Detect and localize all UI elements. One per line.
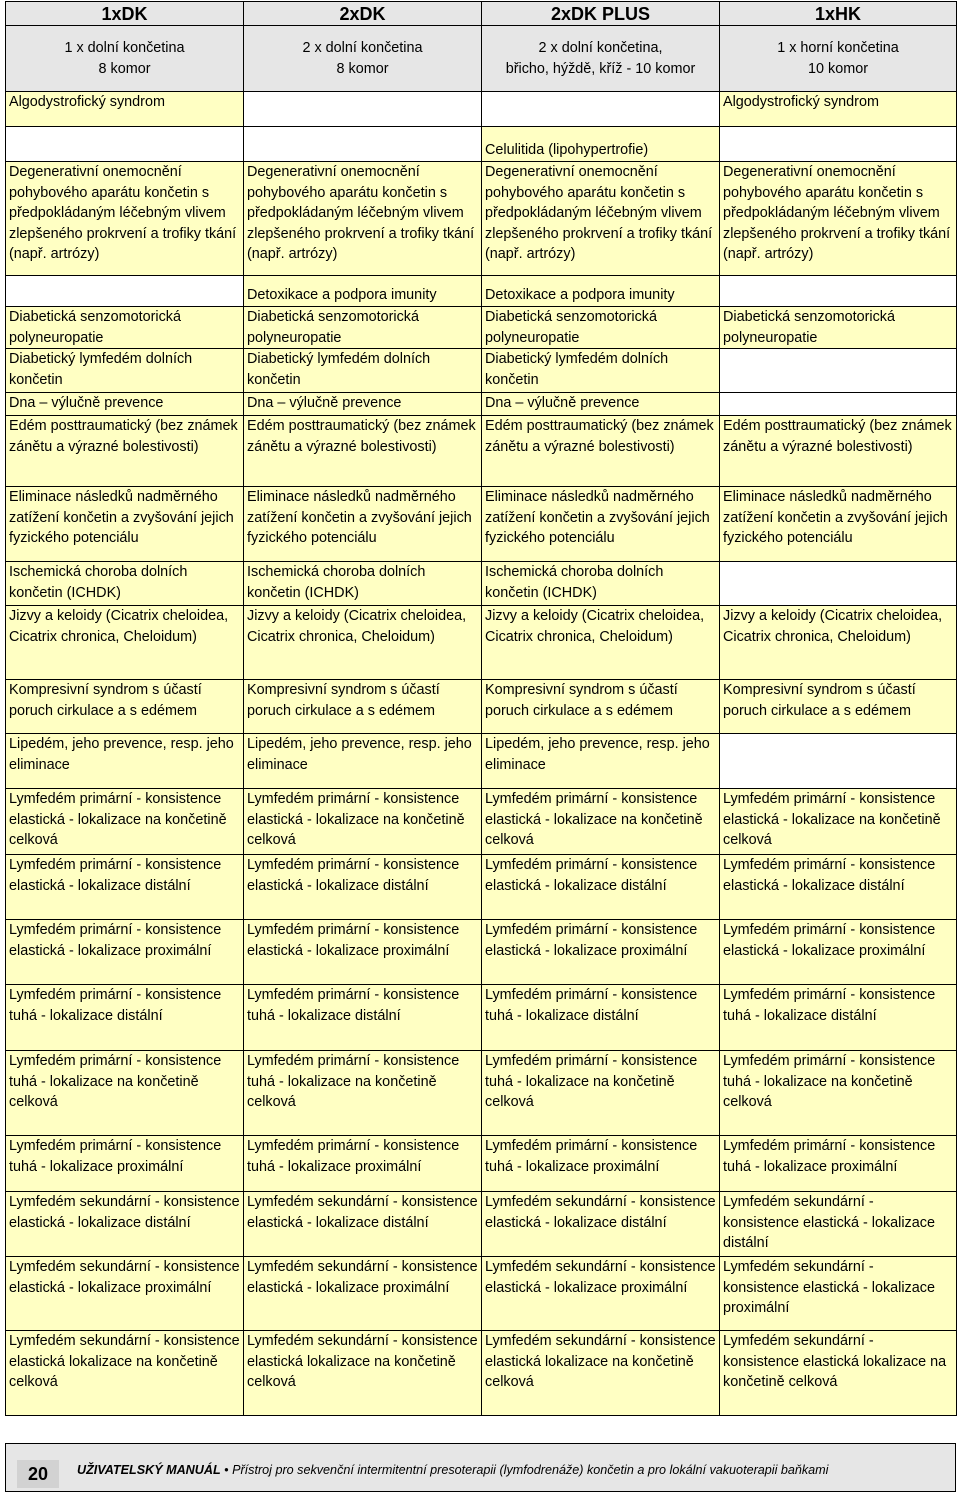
table-cell: Lymfedém sekundární - konsistence elastická lokalizace na končetině celková — [720, 1331, 957, 1416]
table-cell: Lymfedém sekundární - konsistence elastická lokalizace na končetině celková — [244, 1331, 482, 1416]
table-cell: Lymfedém primární - konsistence elastická - lokalizace na končetině celková — [244, 789, 482, 855]
table-row — [6, 1257, 957, 1331]
table-row — [6, 1331, 957, 1416]
table-row — [6, 276, 957, 307]
table-cell: Ischemická choroba dolních končetin (ICHDK) — [482, 562, 720, 606]
table-cell: Lymfedém primární - konsistence tuhá - lokalizace proximální — [720, 1136, 957, 1192]
table-row — [6, 606, 957, 680]
table-cell: Diabetický lymfedém dolních končetin — [482, 349, 720, 393]
table-cell: Lymfedém sekundární - konsistence elastická - lokalizace distální — [6, 1192, 244, 1257]
table-cell: Lymfedém sekundární - konsistence elastická - lokalizace proximální — [720, 1257, 957, 1331]
table-cell — [720, 349, 957, 393]
header-1xhk: 1xHK — [720, 2, 957, 26]
table-cell: Jizvy a keloidy (Cicatrix cheloidea, Cicatrix chronica, Cheloidum) — [482, 606, 720, 680]
table-cell — [244, 92, 482, 127]
table-cell: Lymfedém primární - konsistence tuhá - lokalizace distální — [720, 985, 957, 1051]
table-cell: Lymfedém primární - konsistence elastická - lokalizace distální — [244, 855, 482, 920]
table-row — [6, 487, 957, 562]
table-cell: Diabetická senzomotorická polyneuropatie — [6, 307, 244, 349]
table-cell: Eliminace následků nadměrného zatížení končetin a zvyšování jejich fyzického potenciálu — [720, 487, 957, 562]
table-cell — [720, 562, 957, 606]
table-cell: Lymfedém primární - konsistence elastická - lokalizace distální — [6, 855, 244, 920]
table-cell: Edém posttraumatický (bez známek zánětu a výrazné bolestivosti) — [482, 416, 720, 487]
table-row — [6, 985, 957, 1051]
manual-title — [77, 1463, 828, 1477]
table-cell — [720, 276, 957, 307]
table-cell: Lymfedém primární - konsistence elastická - lokalizace proximální — [482, 920, 720, 985]
table-cell: Degenerativní onemocnění pohybového aparátu končetin s předpokládaným léčebným vlivem zlepšeného prokrvení a trofiky tkání (např. artrózy) — [244, 162, 482, 276]
table-cell: Lymfedém sekundární - konsistence elastická - lokalizace proximální — [482, 1257, 720, 1331]
table-cell: Lymfedém primární - konsistence tuhá - lokalizace na končetině celková — [720, 1051, 957, 1136]
table-cell: Eliminace následků nadměrného zatížení končetin a zvyšování jejich fyzického potenciálu — [6, 487, 244, 562]
table-row — [6, 920, 957, 985]
table-row — [6, 349, 957, 393]
table-cell: Jizvy a keloidy (Cicatrix cheloidea, Cicatrix chronica, Cheloidum) — [6, 606, 244, 680]
subheader-row — [6, 26, 957, 92]
header-row — [6, 2, 957, 26]
table-cell: Lymfedém primární - konsistence elastická - lokalizace na končetině celková — [482, 789, 720, 855]
table-cell: Detoxikace a podpora imunity — [482, 276, 720, 307]
table-row — [6, 1192, 957, 1257]
table-row — [6, 127, 957, 162]
table-cell: Kompresivní syndrom s účastí poruch cirkulace a s edémem — [244, 680, 482, 734]
table-cell: Lymfedém primární - konsistence elastická - lokalizace distální — [720, 855, 957, 920]
table-cell: Lymfedém primární - konsistence tuhá - lokalizace proximální — [244, 1136, 482, 1192]
table-row — [6, 562, 957, 606]
table-cell — [482, 92, 720, 127]
table-cell: Diabetická senzomotorická polyneuropatie — [244, 307, 482, 349]
header-2xdk: 2xDK — [244, 2, 482, 26]
table-cell: Lymfedém primární - konsistence tuhá - lokalizace na končetině celková — [244, 1051, 482, 1136]
table-cell: Lymfedém primární - konsistence tuhá - lokalizace distální — [6, 985, 244, 1051]
table-row — [6, 1136, 957, 1192]
table-cell — [6, 276, 244, 307]
table-cell: Diabetický lymfedém dolních končetin — [6, 349, 244, 393]
table-cell: Lymfedém primární - konsistence tuhá - lokalizace distální — [482, 985, 720, 1051]
table-cell: Lymfedém primární - konsistence tuhá - lokalizace na končetině celková — [482, 1051, 720, 1136]
table-cell: Algodystrofický syndrom — [720, 92, 957, 127]
header-1xdk: 1xDK — [6, 2, 244, 26]
table-cell: Ischemická choroba dolních končetin (ICHDK) — [6, 562, 244, 606]
table-cell: Edém posttraumatický (bez známek zánětu a výrazné bolestivosti) — [720, 416, 957, 487]
table-cell — [720, 393, 957, 416]
table-cell: Degenerativní onemocnění pohybového aparátu končetin s předpokládaným léčebným vlivem zlepšeného prokrvení a trofiky tkání (např. artrózy) — [6, 162, 244, 276]
table-row — [6, 92, 957, 127]
table-row — [6, 1051, 957, 1136]
subheader-1xdk: 1 x dolní končetina 8 komor — [6, 26, 244, 92]
indication-table — [5, 1, 957, 1416]
table-cell: Lipedém, jeho prevence, resp. jeho eliminace — [244, 734, 482, 789]
table-cell: Ischemická choroba dolních končetin (ICHDK) — [244, 562, 482, 606]
table-cell: Lymfedém sekundární - konsistence elastická - lokalizace distální — [482, 1192, 720, 1257]
table-cell: Diabetická senzomotorická polyneuropatie — [482, 307, 720, 349]
table-cell: Lymfedém sekundární - konsistence elastická - lokalizace distální — [720, 1192, 957, 1257]
table-row — [6, 680, 957, 734]
table-cell: Lymfedém sekundární - konsistence elastická - lokalizace distální — [244, 1192, 482, 1257]
table-cell: Lymfedém sekundární - konsistence elastická lokalizace na končetině celková — [6, 1331, 244, 1416]
page-number: 20 — [17, 1460, 59, 1488]
table-cell: Lymfedém primární - konsistence elastická - lokalizace na končetině celková — [6, 789, 244, 855]
manual-subtitle: Přístroj pro sekvenční intermitentní presoterapii (lymfodrenáže) končetin a pro lokální vakuoterapii baňkami — [232, 1463, 829, 1477]
table-cell: Jizvy a keloidy (Cicatrix cheloidea, Cicatrix chronica, Cheloidum) — [720, 606, 957, 680]
table-cell: Detoxikace a podpora imunity — [244, 276, 482, 307]
table-cell: Edém posttraumatický (bez známek zánětu a výrazné bolestivosti) — [6, 416, 244, 487]
table-cell: Lymfedém sekundární - konsistence elastická - lokalizace proximální — [6, 1257, 244, 1331]
table-row — [6, 307, 957, 349]
table-row — [6, 416, 957, 487]
table-cell: Lymfedém primární - konsistence elastická - lokalizace proximální — [720, 920, 957, 985]
table-cell: Dna – výlučně prevence — [482, 393, 720, 416]
table-cell — [244, 127, 482, 162]
header-2xdk-plus: 2xDK PLUS — [482, 2, 720, 26]
table-cell: Kompresivní syndrom s účastí poruch cirkulace a s edémem — [720, 680, 957, 734]
manual-label: UŽIVATELSKÝ MANUÁL — [77, 1463, 221, 1477]
subheader-2xdk-plus: 2 x dolní končetina, břicho, hýždě, kříž - 10 komor — [482, 26, 720, 92]
table-cell: Degenerativní onemocnění pohybového aparátu končetin s předpokládaným léčebným vlivem zlepšeného prokrvení a trofiky tkání (např. artrózy) — [482, 162, 720, 276]
table-cell: Eliminace následků nadměrného zatížení končetin a zvyšování jejich fyzického potenciálu — [482, 487, 720, 562]
table-cell: Lymfedém primární - konsistence elastická - lokalizace distální — [482, 855, 720, 920]
table-cell: Lipedém, jeho prevence, resp. jeho eliminace — [482, 734, 720, 789]
table-row — [6, 734, 957, 789]
table-row — [6, 393, 957, 416]
table-cell: Eliminace následků nadměrného zatížení končetin a zvyšování jejich fyzického potenciálu — [244, 487, 482, 562]
table-cell: Jizvy a keloidy (Cicatrix cheloidea, Cicatrix chronica, Cheloidum) — [244, 606, 482, 680]
table-cell: Dna – výlučně prevence — [6, 393, 244, 416]
table-cell: Lymfedém primární - konsistence elastická - lokalizace proximální — [244, 920, 482, 985]
table-cell: Kompresivní syndrom s účastí poruch cirkulace a s edémem — [6, 680, 244, 734]
table-cell: Diabetická senzomotorická polyneuropatie — [720, 307, 957, 349]
table-cell: Degenerativní onemocnění pohybového aparátu končetin s předpokládaným léčebným vlivem zlepšeného prokrvení a trofiky tkání (např. artrózy) — [720, 162, 957, 276]
table-cell: Kompresivní syndrom s účastí poruch cirkulace a s edémem — [482, 680, 720, 734]
table-cell: Lymfedém sekundární - konsistence elastická lokalizace na končetině celková — [482, 1331, 720, 1416]
table-cell: Diabetický lymfedém dolních končetin — [244, 349, 482, 393]
table-cell — [6, 127, 244, 162]
table-cell: Lipedém, jeho prevence, resp. jeho eliminace — [6, 734, 244, 789]
table-cell: Edém posttraumatický (bez známek zánětu a výrazné bolestivosti) — [244, 416, 482, 487]
subheader-1xhk: 1 x horní končetina 10 komor — [720, 26, 957, 92]
table-cell: Lymfedém primární - konsistence tuhá - lokalizace proximální — [482, 1136, 720, 1192]
table-row — [6, 789, 957, 855]
subheader-2xdk: 2 x dolní končetina 8 komor — [244, 26, 482, 92]
table-row — [6, 855, 957, 920]
table-cell — [720, 734, 957, 789]
table-cell: Algodystrofický syndrom — [6, 92, 244, 127]
table-cell: Lymfedém primární - konsistence tuhá - lokalizace distální — [244, 985, 482, 1051]
table-cell — [720, 127, 957, 162]
table-cell: Lymfedém primární - konsistence tuhá - lokalizace proximální — [6, 1136, 244, 1192]
table-cell: Lymfedém primární - konsistence elastická - lokalizace proximální — [6, 920, 244, 985]
table-cell: Lymfedém sekundární - konsistence elastická - lokalizace proximální — [244, 1257, 482, 1331]
table-cell: Dna – výlučně prevence — [244, 393, 482, 416]
table-cell: Lymfedém primární - konsistence elastická - lokalizace na končetině celková — [720, 789, 957, 855]
page-footer — [5, 1443, 956, 1492]
title-separator: • — [220, 1463, 233, 1477]
table-cell: Lymfedém primární - konsistence tuhá - lokalizace na končetině celková — [6, 1051, 244, 1136]
table-cell: Celulitida (lipohypertrofie) — [482, 127, 720, 162]
table-row — [6, 162, 957, 276]
